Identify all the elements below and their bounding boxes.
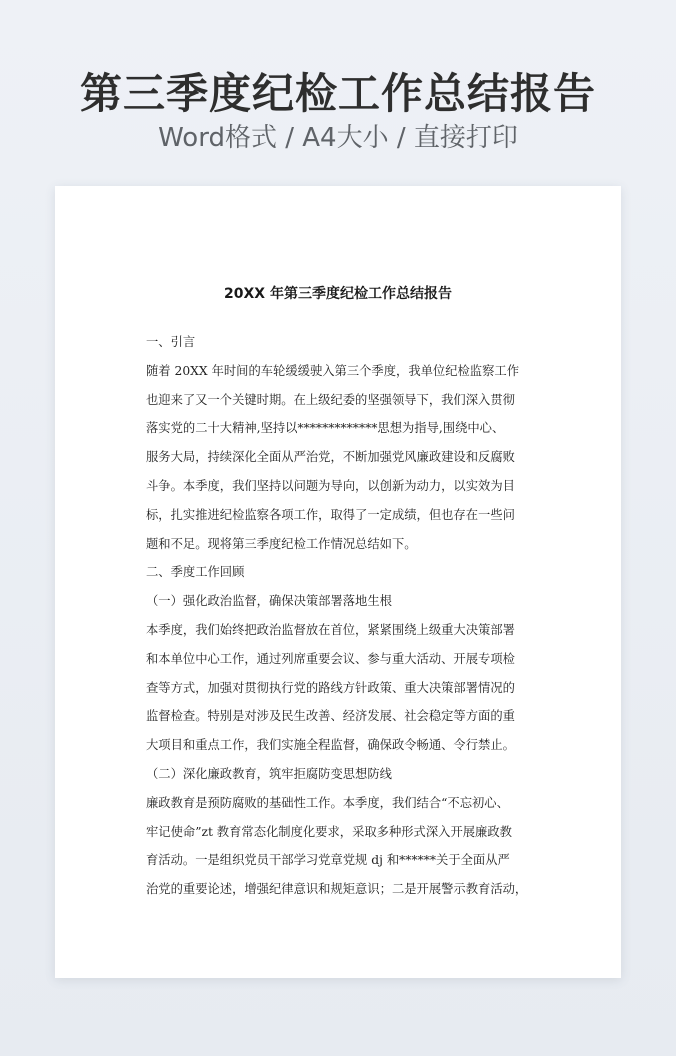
paragraph-line: 治党的重要论述，增强纪律意识和规矩意识；二是开展警示教育活动， bbox=[146, 882, 528, 897]
paragraph-line: 廉政教育是预防腐败的基础性工作。本季度，我们结合“不忘初心、 bbox=[146, 795, 509, 810]
paragraph-line: 随着 20XX 年时间的车轮缓缓驶入第三个季度，我单位纪检监察工作 bbox=[146, 363, 519, 378]
section-heading-introduction: 一、引言 bbox=[146, 335, 196, 349]
paragraph-line: 监督检查。特别是对涉及民生改善、经济发展、社会稳定等方面的重 bbox=[146, 709, 515, 724]
paragraph-line: 牢记使命”zt 教育常态化制度化要求，采取多种形式深入开展廉政教 bbox=[146, 824, 512, 839]
paragraph-line: 题和不足。现将第三季度纪检工作情况总结如下。 bbox=[146, 536, 417, 551]
document-title: 20XX 年第三季度纪检工作总结报告 bbox=[224, 286, 452, 302]
document-page bbox=[55, 186, 621, 978]
section-heading-review: 二、季度工作回顾 bbox=[146, 565, 245, 580]
subsection-heading-integrity-education: （二）深化廉政教育，筑牢拒腐防变思想防线 bbox=[146, 766, 392, 781]
paragraph-line: 查等方式，加强对贯彻执行党的路线方针政策、重大决策部署情况的 bbox=[146, 680, 515, 695]
document-body bbox=[146, 328, 536, 904]
paragraph-line: 服务大局，持续深化全面从严治党，不断加强党风廉政建设和反腐败 bbox=[146, 450, 515, 465]
paragraph-line: 大项目和重点工作，我们实施全程监督，确保政令畅通、令行禁止。 bbox=[146, 738, 515, 753]
paragraph-line: 本季度，我们始终把政治监督放在首位，紧紧围绕上级重大决策部署 bbox=[146, 622, 515, 637]
paragraph-line: 标，扎实推进纪检监察各项工作，取得了一定成绩，但也存在一些问 bbox=[146, 507, 515, 522]
paragraph-line: 落实党的二十大精神,坚持以*************思想为指导,围绕中心、 bbox=[146, 421, 505, 436]
paragraph-line: 斗争。本季度，我们坚持以问题为导向，以创新为动力，以实效为目 bbox=[146, 478, 515, 493]
paragraph-line: 育活动。一是组织党员干部学习党章党规 dj 和******关于全面从严 bbox=[146, 853, 510, 868]
paragraph-line: 也迎来了又一个关键时期。在上级纪委的坚强领导下，我们深入贯彻 bbox=[146, 392, 515, 407]
paragraph-line: 和本单位中心工作，通过列席重要会议、参与重大活动、开展专项检 bbox=[146, 651, 515, 666]
banner-subtitle: Word格式 / A4大小 / 直接打印 bbox=[158, 123, 518, 153]
subsection-heading-political-supervision: （一）强化政治监督，确保决策部署落地生根 bbox=[146, 594, 392, 609]
banner bbox=[0, 0, 676, 180]
banner-title: 第三季度纪检工作总结报告 bbox=[79, 69, 596, 118]
